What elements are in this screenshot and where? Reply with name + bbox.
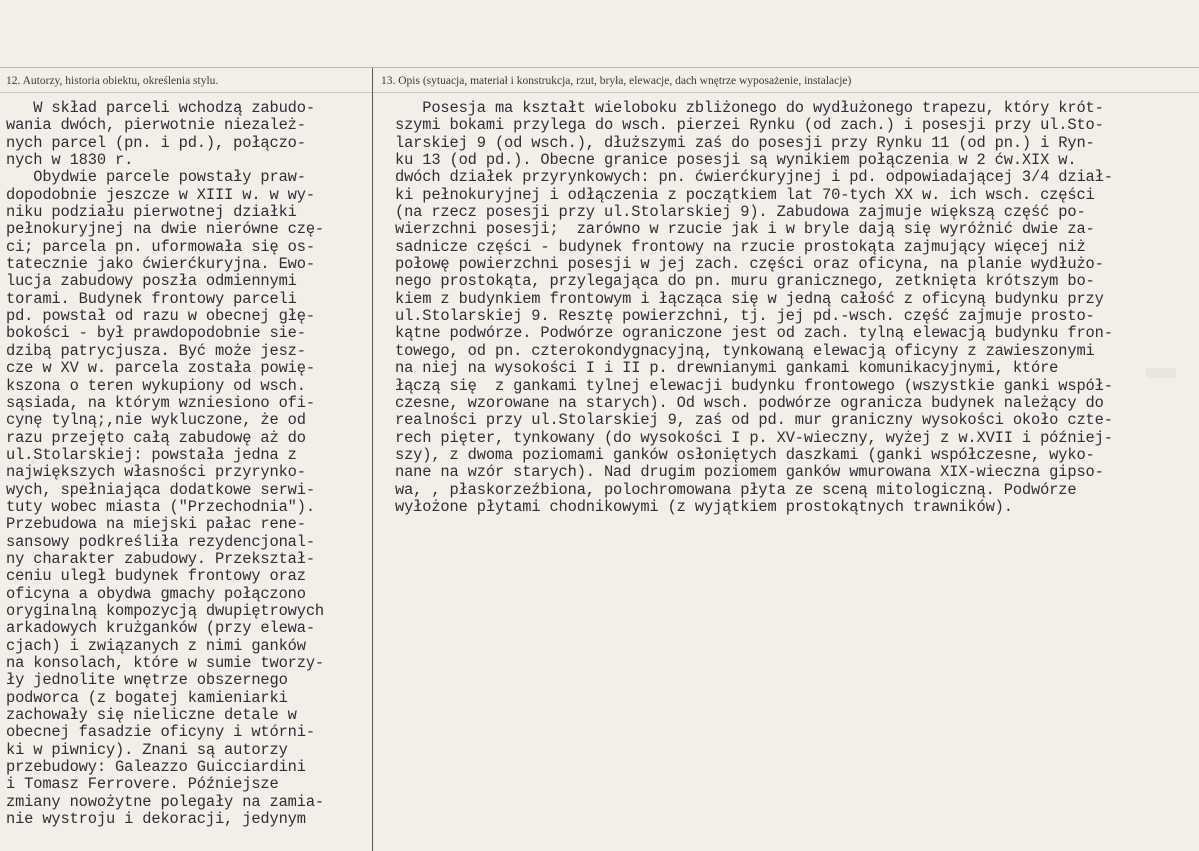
text-line: bokości - był prawdopodobnie sie- bbox=[6, 324, 306, 343]
text-line: W skład parceli wchodzą zabudo- bbox=[6, 99, 315, 117]
text-line: nych parcel (pn. i pd.), połączo- bbox=[6, 133, 306, 152]
text-line: (na rzecz posesji przy ul.Stolarskiej 9). Zabudowa zajmuje większą część po- bbox=[395, 203, 1086, 222]
text-line: ceniu uległ budynek frontowy oraz bbox=[6, 567, 306, 586]
text-line: torami. Budynek frontowy parceli bbox=[6, 289, 297, 308]
text-line: nych w 1830 r. bbox=[6, 151, 134, 170]
text-line: na konsolach, które w sumie tworzy- bbox=[6, 654, 325, 672]
text-line: na niej na wysokości I i II p. drewnianymi gankami komunikacyjnymi, które bbox=[395, 359, 1059, 378]
text-line: wania dwóch, pierwotnie niezależ- bbox=[6, 116, 306, 135]
header-rule bbox=[0, 92, 1199, 93]
description-text-column bbox=[395, 100, 1195, 516]
text-line: nego prostokąta, przylegająca do pn. muru granicznego, zetknięta krótszym bo- bbox=[395, 272, 1095, 291]
text-line: ki w piwnicy). Znani są autorzy bbox=[6, 740, 288, 759]
text-line: wierzchni posesji; zarówno w rzucie jak i w bryle dają się wyróżnić dwie za- bbox=[395, 220, 1095, 239]
text-line: razu przejęto całą zabudowę aż do bbox=[6, 428, 306, 447]
text-line: wa, , płaskorzeźbiona, polochromowana płyta ze sceną mitologiczną. Podwórze bbox=[395, 480, 1077, 499]
text-line: cze w XV w. parcela została powię- bbox=[6, 359, 315, 378]
text-line: zmiany nowożytne polegały na zamia- bbox=[6, 792, 325, 811]
text-line: Obydwie parcele powstały praw- bbox=[6, 168, 306, 187]
section-13-heading: 13. Opis (sytuacja, materiał i konstrukcja, rzut, bryła, elewacje, dach wnętrze wyposażenie, instalacje) bbox=[381, 75, 852, 87]
blurred-text-patch bbox=[1146, 368, 1176, 378]
text-line: pełnokuryjnej na dwie nierówne czę- bbox=[6, 220, 325, 239]
text-line: zachowały się nieliczne detale w bbox=[6, 706, 297, 725]
text-line: niku podziału pierwotnej działki bbox=[6, 203, 297, 222]
text-line: Posesja ma kształt wieloboku zbliżonego do wydłużonego trapezu, który krót- bbox=[395, 99, 1104, 117]
text-line: cynę tylną;,nie wykluczone, że od bbox=[6, 411, 306, 430]
text-line: oficyna a obydwa gmachy połączono bbox=[6, 584, 306, 603]
text-line: czesne, wzorowane na starych). Od wsch. podwórze ogranicza budynek należący do bbox=[395, 393, 1104, 412]
text-line: rech pięter, tynkowany (do wysokości I p. XV-wieczny, wyżej z w.XVII i później- bbox=[395, 428, 1113, 447]
text-line: szymi bokami przylega do wsch. pierzei Rynku (od zach.) i posesji przy ul.Sto- bbox=[395, 116, 1104, 135]
text-line: ki pełnokuryjnej i odłączenia z początkiem lat 70-tych XX w. ich wsch. części bbox=[395, 185, 1095, 204]
text-line: larskiej 9 (od wsch.), dłuższymi zaś do posesji przy Rynku 11 (od pn.) i Ryn- bbox=[395, 133, 1095, 152]
text-line: kątne podwórze. Podwórze ograniczone jest od zach. tylną elewacją budynku fron- bbox=[395, 324, 1113, 343]
text-line: ul.Stolarskiej 9. Resztę powierzchni, tj. jej pd.-wsch. część zajmuje prosto- bbox=[395, 307, 1095, 326]
text-line: wyłożone płytami chodnikowymi (z wyjątkiem prostokątnych trawników). bbox=[395, 497, 1013, 516]
text-line: dopodobnie jeszcze w XIII w. w wy- bbox=[6, 185, 315, 204]
top-rule bbox=[0, 67, 1199, 68]
text-line: towego, od pn. czterokondygnacyjną, tynkowaną elewacją oficyny z zawieszonymi bbox=[395, 341, 1095, 360]
text-line: dzibą patrycjusza. Być może jesz- bbox=[6, 341, 306, 360]
text-line: realności przy ul.Stolarskiej 9, zaś od pd. mur graniczny wysokości około czte- bbox=[395, 411, 1113, 430]
text-line: tatecznie jako ćwierćkuryjna. Ewo- bbox=[6, 255, 315, 274]
text-line: Przebudowa na miejski pałac rene- bbox=[6, 515, 306, 534]
text-line: największych własności przyrynko- bbox=[6, 463, 306, 482]
text-line: sansowy podkreśliła rezydencjonal- bbox=[6, 532, 315, 551]
text-line: podworca (z bogatej kamieniarki bbox=[6, 688, 288, 707]
text-line: arkadowych krużganków (przy elewa- bbox=[6, 619, 315, 638]
text-line: tuty wobec miasta ("Przechodnia"). bbox=[6, 497, 315, 516]
text-line: sąsiada, na którym wzniesiono ofi- bbox=[6, 393, 315, 412]
text-line: sadnicze części - budynek frontowy na rzucie prostokąta zajmujący więcej niż bbox=[395, 237, 1086, 256]
text-line: łączą się z gankami tylnej elewacji budynku frontowego (wszystkie ganki współ- bbox=[395, 376, 1113, 395]
text-line: lucja zabudowy poszła odmiennymi bbox=[6, 272, 297, 291]
text-line: ku 13 (od pd.). Obecne granice posesji są wynikiem połączenia w 2 ćw.XIX w. bbox=[395, 151, 1077, 170]
text-line: obecnej fasadzie oficyny i wtórni- bbox=[6, 723, 315, 742]
text-line: wych, spełniająca dodatkowe serwi- bbox=[6, 480, 315, 499]
text-line: szy), z dwoma poziomami ganków osłoniętych daszkami (ganki współczesne, wyko- bbox=[395, 445, 1095, 464]
text-line: ły jednolite wnętrze obszernego bbox=[6, 671, 288, 690]
text-line: połowę powierzchni posesji w jej zach. części oraz oficyna, na planie wydłużo- bbox=[395, 255, 1104, 274]
text-line: nane na wzór starych). Nad drugim poziomem ganków wmurowana XIX-wieczna gipso- bbox=[395, 463, 1104, 482]
text-line: pd. powstał od razu w obecnej głę- bbox=[6, 307, 315, 326]
text-line: ny charakter zabudowy. Przekształ- bbox=[6, 549, 315, 568]
text-line: oryginalną kompozycją dwupiętrowych bbox=[6, 601, 325, 620]
section-12-heading: 12. Autorzy, historia obiektu, określenia stylu. bbox=[6, 75, 219, 87]
text-line: ul.Stolarskiej: powstała jedna z bbox=[6, 445, 297, 464]
text-line: ci; parcela pn. uformowała się os- bbox=[6, 237, 315, 256]
text-line: przebudowy: Galeazzo Guicciardini bbox=[6, 758, 306, 777]
text-line: i Tomasz Ferrovere. Późniejsze bbox=[6, 775, 279, 794]
history-text-column bbox=[6, 100, 392, 828]
text-line: kszona o teren wykupiony od wsch. bbox=[6, 376, 306, 395]
text-line: cjach) i związanych z nimi ganków bbox=[6, 636, 306, 655]
text-line: dwóch działek przyrynkowych: pn. ćwierćkuryjnej i pd. odpowiadającej 3/4 dział- bbox=[395, 168, 1113, 187]
text-line: kiem z budynkiem frontowym i łącząca się w jedną całość z oficyną budynku przy bbox=[395, 289, 1104, 308]
text-line: nie wystroju i dekoracji, jedynym bbox=[6, 810, 306, 829]
